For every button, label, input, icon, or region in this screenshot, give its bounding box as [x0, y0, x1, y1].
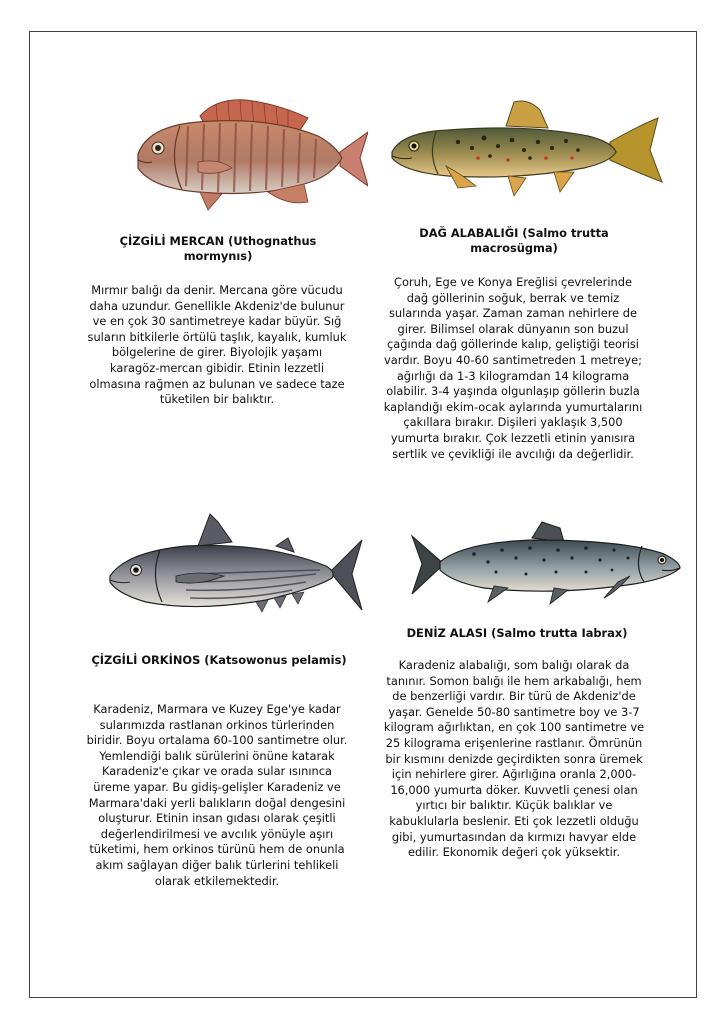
- cizgili-orkinos-text: Karadeniz, Marmara ve Kuzey Ege'ye kadar sularımızda rastlanan orkinos türlerinden biridir. Boyu ortalama 60-100 santimetre olur. Yemlendiği balık sürülerini önüne katarak Karadeniz'e çıkar ve orada sular ısınınca üreme yapar. Bu gidiş-gelişler Karadeniz ve Marmara'daki yerli balıkların doğal dengesini oluşturur. Etinin insan gıdası olarak çeşitli değerlendirilmesi ve avcılık yönüyle aşırı tüketimi, hem orkinos türünü hem de onunla akım sağlayan diğer balık türlerini tehlikeli olarak etkilemektedir.: [86, 702, 348, 888]
- deniz-alasi-illustration: [404, 518, 684, 610]
- deniz-alasi-title: DENİZ ALASI (Salmo trutta Iabrax): [406, 626, 628, 640]
- cizgili-mercan-illustration: [128, 96, 368, 220]
- dag-alabaligi-title: DAĞ ALABALIĞI (Salmo trutta macrosügma): [419, 226, 609, 255]
- dag-alabaligi-illustration: [388, 96, 668, 204]
- cizgili-mercan-text: Mırmır balığı da denir. Mercana göre vücudu daha uzundur. Genellikle Akdeniz'de bulunur ve en çok 30 santimetreye kadar büyür. Sığ suların bitkilerle örtülü taşlık, kayalık, kumluk bölgelerine de girer. Biyolojik yaşamı karagöz-mercan gibidir. Etinin lezzetli olmasına rağmen az bulunan ve sadece taze tüketilen bir balıktır.: [87, 283, 347, 407]
- cizgili-orkinos-illustration: [106, 512, 364, 636]
- dag-alabaligi-text: Çoruh, Ege ve Konya Ereğlisi çevrelerinde dağ göllerinin soğuk, berrak ve temiz sularında yaşar. Zaman zaman nehirlere de girer. Bilimsel olarak dünyanın son buzul çağında dağ göllerinde kalıp, geliştiği teorisi vardır. Boyu 40-60 santimetreden 1 metreye; ağırlığı da 1-3 kilogramdan 14 kilograma olabilir. 3-4 yaşında olgunlaşıp göllerin buzla kaplandığı ekim-ocak aylarında yumurtalarını çakıllara bırakır. Dişileri yaklaşık 3,500 yumurta bırakır. Çok lezzetli etinin yanısıra sertlik ve çevikliği ile avcılığı da değerlidir.: [383, 275, 643, 461]
- deniz-alasi-text: Karadeniz alabalığı, som balığı olarak da tanınır. Somon balığı ile hem arkabalığı, hem de benzerliği vardır. Bir türü de Akdeniz'de yaşar. Genelde 50-80 santimetre boy ve 3-7 kilogram ağırlıktan, en çok 100 santimetre ve 25 kilograma erişenlerine rastlanır. Ömrünün bir kısmını denizde geçirdikten sonra üremek için nehirlere girer. Ağırlığına oranla 2,000-16,000 yumurta döker. Kuvvetli çenesi olan yırtıcı bir balıktır. Küçük balıklar ve kabuklularla beslenir. Eti çok lezzetli olduğu gibi, yumurtasından da kırmızı havyar elde edilir. Ekonomik değeri çok yüksektir.: [383, 658, 645, 860]
- cizgili-orkinos-title: ÇİZGİLİ ORKİNOS (Katsowonus pelamis): [91, 653, 347, 667]
- cizgili-mercan-title: ÇİZGİLİ MERCAN (Uthognathus mormynıs): [119, 234, 317, 263]
